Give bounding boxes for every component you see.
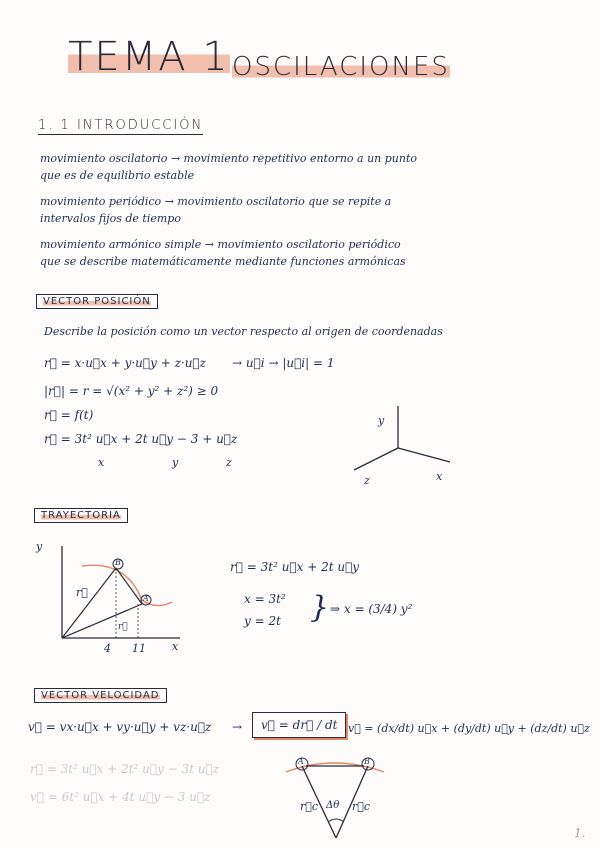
title-sub: OSCILACIONES — [232, 52, 450, 82]
point-b-label: B — [115, 558, 121, 567]
title-main: TEMA 1 — [68, 34, 230, 80]
component-x-label: x — [98, 456, 105, 469]
system-y: y = 2t — [244, 614, 281, 628]
intro-block — [40, 150, 580, 270]
intro-item: movimiento oscilatorio → movimiento repetitivo entorno a un punto que es de equilibrio estable — [40, 152, 418, 182]
axes-3d-diagram — [340, 400, 470, 490]
trajectory-result: ⇒ x = (3/4) y² — [330, 602, 413, 616]
vector-r-small-label: r⃗ — [118, 622, 128, 632]
trayectoria-heading: TRAYECTORIA — [34, 508, 128, 523]
faded-velocity-example: v⃗ = 6t² u⃗x + 4t u⃗y − 3 u⃗z — [30, 790, 211, 804]
intro-item: movimiento periódico → movimiento oscilatorio que se repite a intervalos fijos de tiempo — [40, 195, 392, 225]
vector-velocidad-heading: VECTOR VELOCIDAD — [34, 688, 167, 703]
triangle-rc-right: r⃗c — [352, 800, 371, 813]
example-equation: r⃗ = 3t² u⃗x + 2t u⃗y − 3 + u⃗z — [44, 432, 238, 446]
axis-z-label: z — [364, 474, 370, 487]
page-subtitle — [232, 52, 450, 82]
trajectory-equation: r⃗ = 3t² u⃗x + 2t u⃗y — [230, 560, 360, 574]
triangle-point-b: B — [364, 757, 370, 766]
tick-4: 4 — [104, 642, 111, 655]
trajectory-graph — [30, 538, 190, 658]
velocity-components-equation: v⃗ = vx·u⃗x + vy·u⃗y + vz·u⃗z — [28, 720, 212, 734]
page-title — [68, 34, 230, 80]
axis-y-label: y — [378, 414, 385, 427]
triangle-angle-label: Δθ — [326, 800, 340, 811]
triangle-point-a: A — [298, 757, 304, 766]
page-number: 1. — [574, 826, 586, 840]
component-y-label: y — [172, 456, 179, 469]
modulus-equation: |r⃗| = r = √(x² + y² + z²) ≥ 0 — [44, 384, 219, 398]
velocity-arrow: → — [232, 720, 243, 734]
tick-11: 11 — [132, 642, 146, 655]
graph-y-label: y — [36, 540, 43, 553]
section-heading: 1. 1 INTRODUCCIÓN — [38, 118, 204, 133]
vector-posicion-heading: VECTOR POSICIÓN — [36, 294, 158, 309]
position-equation: r⃗ = x·u⃗x + y·u⃗y + z·u⃗z — [44, 356, 206, 370]
function-equation: r⃗ = f(t) — [44, 408, 94, 422]
graph-x-label: x — [172, 640, 179, 653]
point-a-label: A — [143, 594, 149, 603]
velocity-definition-box: v⃗ = dr⃗ / dt — [252, 712, 346, 738]
triangle-rc-left: r⃗c — [300, 800, 319, 813]
system-x: x = 3t² — [244, 592, 286, 606]
system-brace: } — [310, 590, 330, 625]
vector-posicion-desc: Describe la posición como un vector respecto al origen de coordenadas — [44, 325, 443, 338]
axis-x-label: x — [436, 470, 443, 483]
velocity-expanded: v⃗ = (dx/dt) u⃗x + (dy/dt) u⃗y + (dz/dt) u⃗z — [348, 722, 590, 735]
intro-item: movimiento armónico simple → movimiento oscilatorio periódico que se describe matemáticamente mediante funciones armónicas — [40, 238, 406, 268]
component-z-label: z — [226, 456, 232, 469]
faded-position-example: r⃗ = 3t² u⃗x + 2t² u⃗y − 3t u⃗z — [30, 762, 220, 776]
unit-vector-note: → u⃗i → |u⃗i| = 1 — [232, 356, 335, 370]
vector-r-label: r⃗ — [76, 586, 88, 599]
velocity-triangle-diagram — [280, 752, 390, 844]
